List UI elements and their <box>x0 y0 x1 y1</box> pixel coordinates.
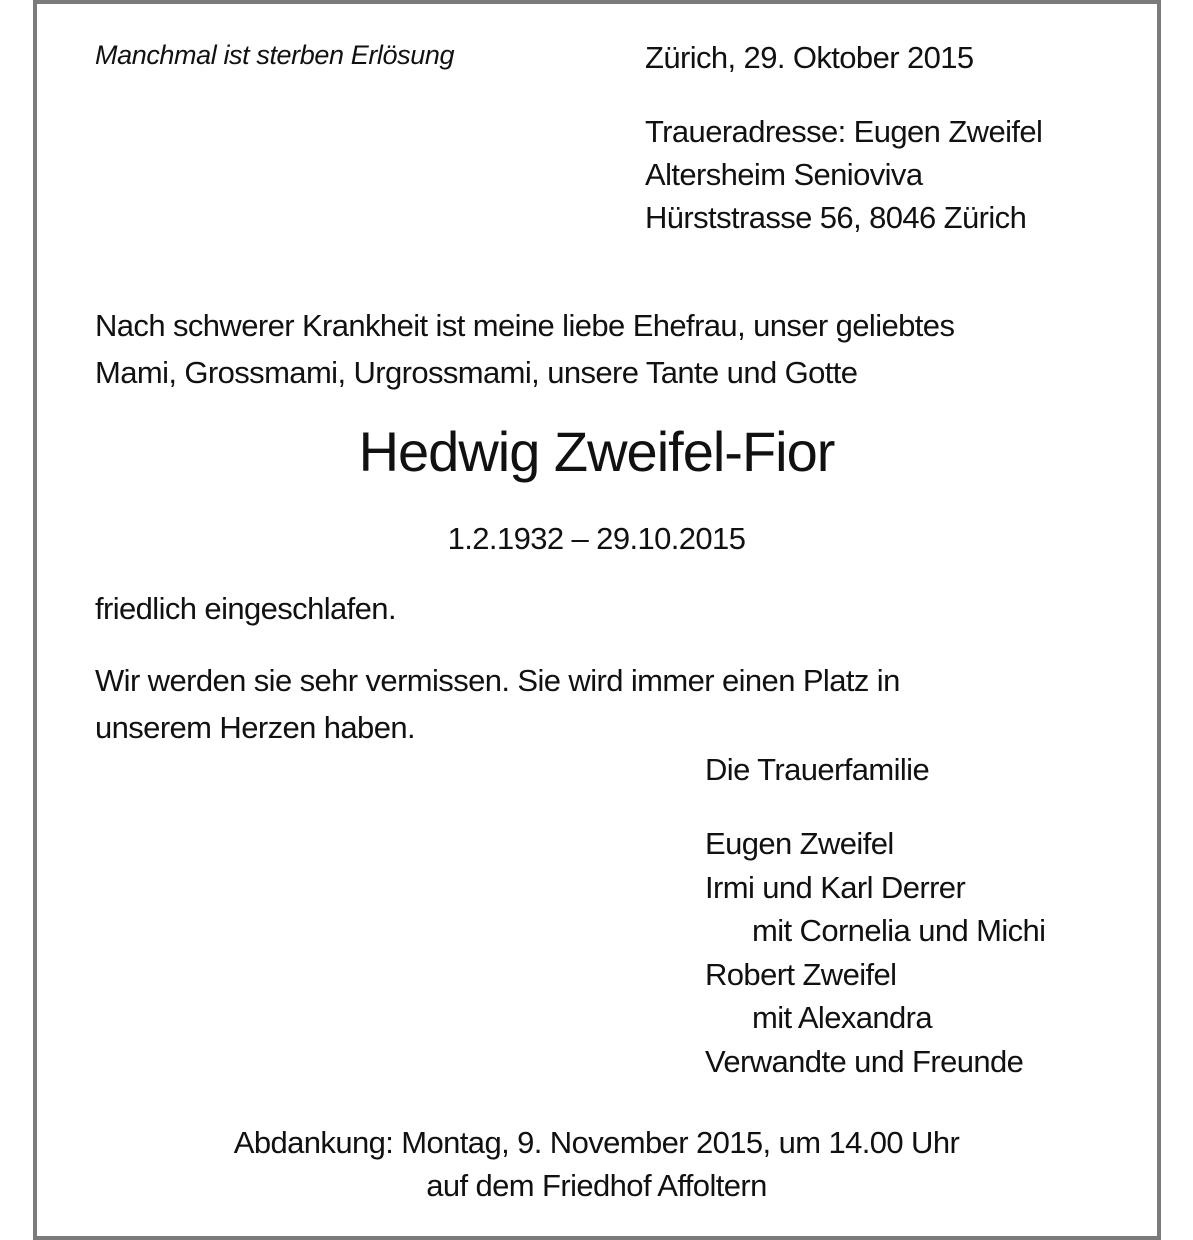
funeral-service <box>0 1121 1193 1207</box>
miss-text <box>95 657 900 751</box>
family-member: Eugen Zweifel <box>705 826 894 861</box>
family-members <box>705 822 1045 1084</box>
family-member: mit Alexandra <box>752 1000 933 1036</box>
address-line: Traueradresse: Eugen Zweifel <box>645 114 1043 149</box>
mourning-address <box>645 110 1042 239</box>
address-line: Altersheim Senioviva <box>645 157 923 192</box>
service-line: auf dem Friedhof Affoltern <box>426 1168 767 1203</box>
service-line: Abdankung: Montag, 9. November 2015, um 14.00 Uhr <box>233 1125 960 1160</box>
family-member: Robert Zweifel <box>705 956 897 992</box>
place-date: Zürich, 29. Oktober 2015 <box>645 40 974 75</box>
motto: Manchmal ist sterben Erlösung <box>95 40 455 70</box>
life-dates: 1.2.1932 – 29.10.2015 <box>447 521 746 556</box>
family-member: mit Cornelia und Michi <box>752 913 1046 949</box>
intro-line: Mami, Grossmami, Urgrossmami, unsere Tante und Gotte <box>95 355 858 390</box>
passed-text: friedlich eingeschlafen. <box>95 591 396 626</box>
deceased-name: Hedwig Zweifel-Fior <box>358 420 835 483</box>
miss-line: unserem Herzen haben. <box>95 710 415 745</box>
family-member: Irmi und Karl Derrer <box>705 869 966 905</box>
address-line: Hürststrasse 56, 8046 Zürich <box>645 200 1027 235</box>
family-heading: Die Trauerfamilie <box>705 752 930 787</box>
intro-text <box>95 302 954 396</box>
miss-line: Wir werden sie sehr vermissen. Sie wird immer einen Platz in <box>95 663 900 698</box>
family-member: Verwandte und Freunde <box>705 1043 1024 1079</box>
intro-line: Nach schwerer Krankheit ist meine liebe Ehefrau, unser geliebtes <box>95 308 955 343</box>
